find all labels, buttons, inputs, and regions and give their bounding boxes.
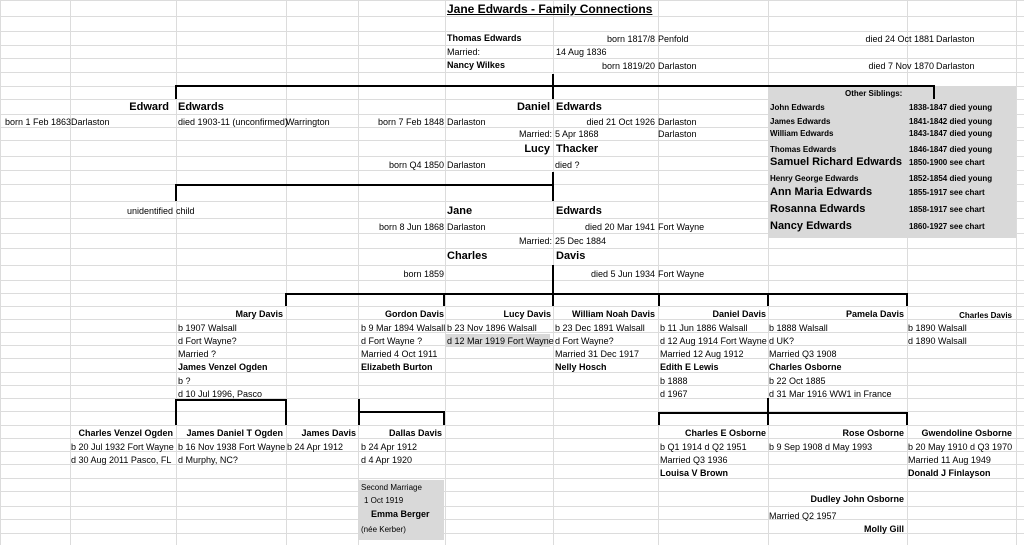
edward-died: died 1903-11 (unconfirmed) <box>178 117 288 127</box>
sibling-name: John Edwards <box>770 103 825 112</box>
daniel-born: born 7 Feb 1848 <box>377 117 444 127</box>
daniel-davis-name: Daniel Davis <box>712 309 766 319</box>
pamela-name: Pamela Davis <box>845 309 904 319</box>
daniel-davis-married: Married 12 Aug 1912 <box>660 349 744 359</box>
connector-line <box>552 184 554 201</box>
father-born: born 1817/8 <box>606 34 655 44</box>
mary-birth: b 1907 Walsall <box>178 323 237 333</box>
dallas-death: d 4 Apr 1920 <box>361 455 413 465</box>
emma-berger-name: Emma Berger <box>371 509 430 519</box>
sibling-info: 1855-1917 see chart <box>909 188 985 197</box>
connector-line <box>443 411 445 425</box>
other-siblings-header: Other Siblings: <box>845 89 903 98</box>
connector-line <box>175 184 553 186</box>
pamela-death: d UK? <box>769 336 795 346</box>
gordon-married: Married 4 Oct 1911 <box>361 349 438 359</box>
james-daniel-birth: b 16 Nov 1938 Fort Wayne <box>178 442 286 452</box>
lucy-davis-death: d 12 Mar 1919 Fort Wayne <box>447 336 554 346</box>
mary-spouse: James Venzel Ogden <box>178 362 268 372</box>
connector-line <box>175 85 934 87</box>
married-label: Married: <box>447 47 481 57</box>
married2-date: 5 Apr 1868 <box>555 129 599 139</box>
sibling-name: Nancy Edwards <box>770 220 852 232</box>
edward-last-name: Edwards <box>178 101 224 113</box>
jane-died: died 20 Mar 1941 <box>584 222 655 232</box>
gwendoline-name: Gwendoline Osborne <box>921 428 1012 438</box>
lucy-davis-birth: b 23 Nov 1896 Walsall <box>447 323 537 333</box>
daniel-died-place: Darlaston <box>658 117 697 127</box>
charles-born: born 1859 <box>403 269 444 279</box>
connector-line <box>175 399 177 425</box>
charles-osborne-married: Married Q3 1936 <box>660 455 728 465</box>
connector-line <box>933 85 935 99</box>
connector-line <box>443 293 445 306</box>
father-born-place: Penfold <box>658 34 689 44</box>
william-married: Married 31 Dec 1917 <box>555 349 640 359</box>
jane-born-place: Darlaston <box>447 222 486 232</box>
mary-name: Mary Davis <box>235 309 283 319</box>
sibling-name: Henry George Edwards <box>770 174 859 183</box>
sibling-info: 1846-1847 died young <box>909 145 993 154</box>
unidentified-label: unidentified <box>126 206 173 216</box>
charles-osborne-name: Charles E Osborne <box>684 428 766 438</box>
pamela-birth: b 1888 Walsall <box>769 323 828 333</box>
daniel-davis-death: d 12 Aug 1914 Fort Wayne <box>660 336 767 346</box>
gordon-birth: b 9 Mar 1894 Walsall <box>361 323 446 333</box>
gordon-spouse: Elizabeth Burton <box>361 362 433 372</box>
connector-line <box>658 412 908 414</box>
sibling-info: 1852-1854 died young <box>909 174 993 183</box>
lucy-died: died ? <box>555 160 580 170</box>
edward-died-place: Warrington <box>286 117 330 127</box>
james-davis-name: James Davis <box>301 428 356 438</box>
connector-line <box>175 184 177 201</box>
daniel-first-name: Daniel <box>516 101 550 113</box>
sibling-name: Thomas Edwards <box>770 145 837 154</box>
connector-line <box>658 412 660 425</box>
dudley-spouse: Molly Gill <box>863 524 904 534</box>
page-title: Jane Edwards - Family Connections <box>447 2 653 16</box>
gwendoline-married: Married 11 Aug 1949 <box>908 455 991 465</box>
pamela-spouse: Charles Osborne <box>769 362 842 372</box>
lucy-born: born Q4 1850 <box>388 160 444 170</box>
gordon-name: Gordon Davis <box>384 309 444 319</box>
rose-osborne-name: Rose Osborne <box>842 428 904 438</box>
connector-line <box>285 293 287 306</box>
second-marriage-date: 1 Oct 1919 <box>364 496 404 505</box>
connector-line <box>552 293 554 306</box>
sibling-info: 1860-1927 see chart <box>909 222 985 231</box>
gordon-death: d Fort Wayne ? <box>361 336 423 346</box>
married3-date: 25 Dec 1884 <box>555 236 607 246</box>
rose-osborne-birth: b 9 Sep 1908 d May 1993 <box>769 442 873 452</box>
mother-born: born 1819/20 <box>601 61 655 71</box>
edward-first-name: Edward <box>129 101 169 113</box>
connector-line <box>358 411 445 413</box>
james-davis-birth: b 24 Apr 1912 <box>287 442 344 452</box>
unidentified-child: child <box>176 206 195 216</box>
mother-died: died 7 Nov 1870 <box>868 61 934 71</box>
father-died-place: Darlaston <box>936 34 975 44</box>
sibling-name: Samuel Richard Edwards <box>770 156 903 168</box>
connector-line <box>552 265 554 294</box>
william-birth: b 23 Dec 1891 Walsall <box>555 323 645 333</box>
pamela-married: Married Q3 1908 <box>769 349 837 359</box>
charles-first-name: Charles <box>447 250 488 262</box>
william-spouse: Nelly Hosch <box>555 362 607 372</box>
charles-osborne-birth: b Q1 1914 d Q2 1951 <box>660 442 747 452</box>
jane-first-name: Jane <box>447 205 473 217</box>
sibling-info: 1850-1900 see chart <box>909 158 985 167</box>
sibling-info: 1838-1847 died young <box>909 103 993 112</box>
connector-line <box>658 293 660 306</box>
sibling-info: 1843-1847 died young <box>909 129 993 138</box>
mother-name: Nancy Wilkes <box>447 60 505 70</box>
charles-died: died 5 Jun 1934 <box>590 269 655 279</box>
lucy-first-name: Lucy <box>524 143 550 155</box>
mother-born-place: Darlaston <box>658 61 697 71</box>
emma-berger-nee: (née Kerber) <box>361 525 406 534</box>
charles-venzel-birth: b 20 Jul 1932 Fort Wayne <box>71 442 174 452</box>
mary-spouse-death: d 10 Jul 1996, Pasco <box>178 389 263 399</box>
charles-last-name: Davis <box>556 250 586 262</box>
charles-venzel-name: Charles Venzel Ogden <box>78 428 173 438</box>
lucy-last-name: Thacker <box>556 143 599 155</box>
edward-born: born 1 Feb 1863 <box>5 117 72 127</box>
mother-died-place: Darlaston <box>936 61 975 71</box>
connector-line <box>285 293 907 295</box>
charles-osborne-spouse: Louisa V Brown <box>660 468 729 478</box>
jane-born: born 8 Jun 1868 <box>378 222 444 232</box>
sibling-name: William Edwards <box>770 129 834 138</box>
sibling-info: 1841-1842 died young <box>909 117 993 126</box>
charles-died-place: Fort Wayne <box>658 269 705 279</box>
married-date: 14 Aug 1836 <box>556 47 607 57</box>
dudley-married: Married Q2 1957 <box>769 511 837 521</box>
connector-line <box>175 85 177 99</box>
william-name: William Noah Davis <box>572 309 655 319</box>
charles-venzel-death: d 30 Aug 2011 Pasco, FL <box>71 455 172 465</box>
jane-died-place: Fort Wayne <box>658 222 705 232</box>
mary-married: Married ? <box>178 349 217 359</box>
sibling-name: James Edwards <box>770 117 831 126</box>
mary-spouse-birth: b ? <box>178 376 191 386</box>
pamela-spouse-birth: b 22 Oct 1885 <box>769 376 826 386</box>
charles-davis-name: Charles Davis <box>959 311 1012 320</box>
charles-davis-birth: b 1890 Walsall <box>908 323 967 333</box>
sibling-name: Rosanna Edwards <box>770 203 866 215</box>
lucy-born-place: Darlaston <box>447 160 486 170</box>
connector-line <box>552 85 554 99</box>
james-daniel-name: James Daniel T Ogden <box>186 428 283 438</box>
dudley-name: Dudley John Osborne <box>810 494 904 504</box>
gwendoline-spouse: Donald J Finlayson <box>908 468 991 478</box>
connector-line <box>767 293 769 306</box>
connector-line <box>285 399 287 425</box>
connector-line <box>906 293 908 306</box>
daniel-last-name: Edwards <box>556 101 602 113</box>
daniel-davis-spouse-birth: b 1888 <box>660 376 688 386</box>
married2-place: Darlaston <box>658 129 697 139</box>
daniel-died: died 21 Oct 1926 <box>586 117 655 127</box>
jane-last-name: Edwards <box>556 205 602 217</box>
charles-davis-death: d 1890 Walsall <box>908 336 967 346</box>
sibling-info: 1858-1917 see chart <box>909 205 985 214</box>
married3-label: Married: <box>518 236 552 246</box>
james-daniel-death: d Murphy, NC? <box>178 455 238 465</box>
pamela-spouse-death: d 31 Mar 1916 WW1 in France <box>769 389 892 399</box>
gwendoline-birth: b 20 May 1910 d Q3 1970 <box>908 442 1013 452</box>
father-name: Thomas Edwards <box>447 33 522 43</box>
daniel-davis-birth: b 11 Jun 1886 Walsall <box>660 323 748 333</box>
second-marriage-label: Second Marriage <box>361 483 422 492</box>
mary-death: d Fort Wayne? <box>178 336 237 346</box>
william-death: d Fort Wayne? <box>555 336 614 346</box>
daniel-davis-spouse: Edith E Lewis <box>660 362 719 372</box>
daniel-born-place: Darlaston <box>447 117 486 127</box>
daniel-davis-spouse-death: d 1967 <box>660 389 688 399</box>
father-died: died 24 Oct 1881 <box>865 34 934 44</box>
dallas-birth: b 24 Apr 1912 <box>361 442 418 452</box>
sibling-name: Ann Maria Edwards <box>770 186 873 198</box>
married2-label: Married: <box>518 129 552 139</box>
connector-line <box>906 412 908 425</box>
lucy-davis-name: Lucy Davis <box>503 309 551 319</box>
dallas-name: Dallas Davis <box>388 428 442 438</box>
edward-born-place: Darlaston <box>71 117 110 127</box>
